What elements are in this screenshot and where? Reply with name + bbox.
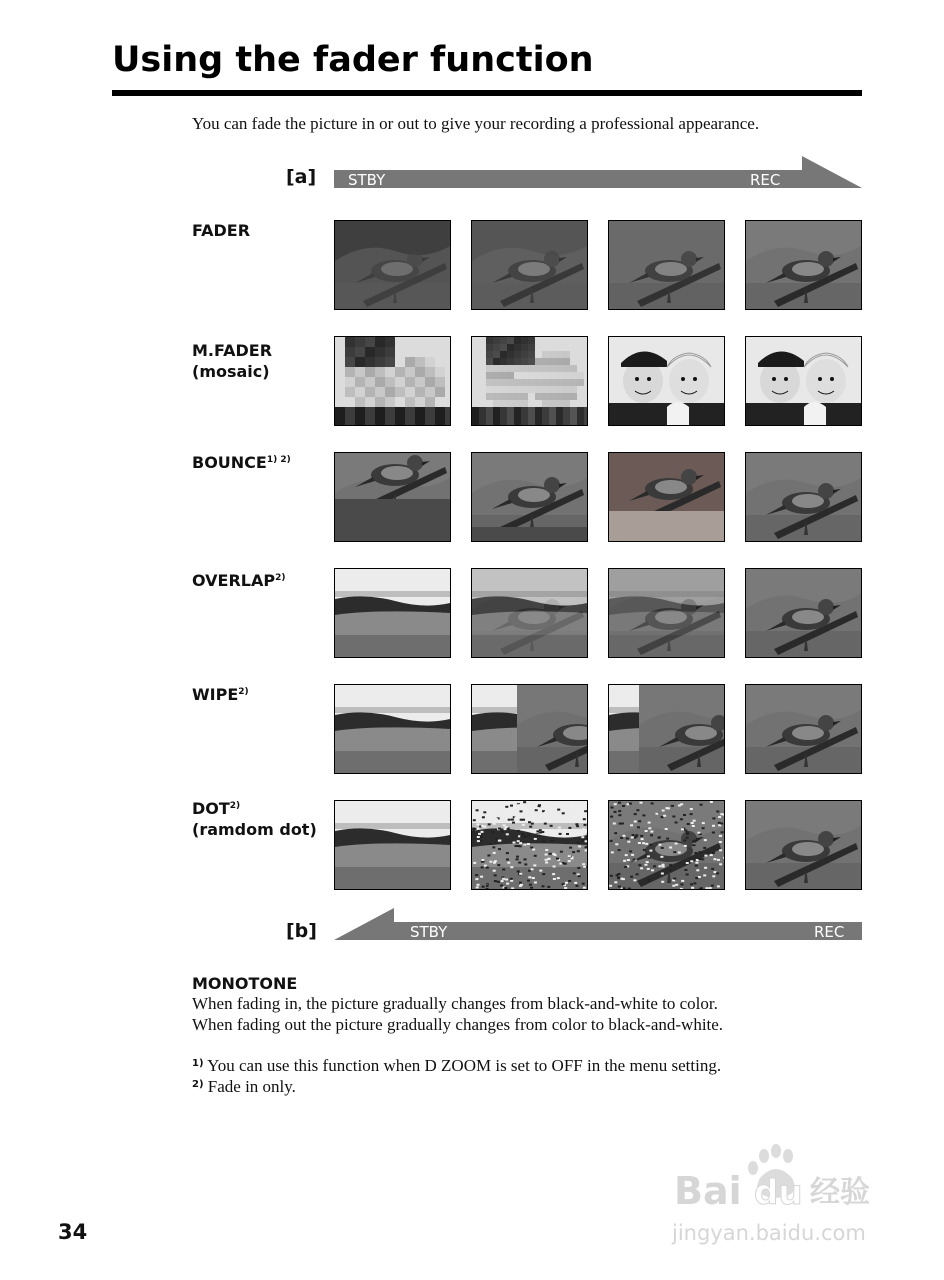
marker-b: [b] — [286, 920, 317, 942]
arrow-b-bar — [334, 908, 862, 941]
thumbnail-frame — [608, 568, 725, 658]
thumbnail-frame — [471, 800, 588, 890]
mfader-thumbs — [334, 336, 862, 426]
thumbnail-frame — [745, 684, 862, 774]
thumbnail-frame — [334, 220, 451, 310]
row-label-mfader: M.FADER (mosaic) — [192, 341, 273, 381]
watermark-brand-2: du — [754, 1173, 803, 1213]
watermark-url: jingyan.baidu.com — [672, 1221, 866, 1245]
footnote-2: $^{2)}$ Fade in only. — [192, 1077, 296, 1096]
thumbnail-frame — [334, 452, 451, 542]
baidu-logo-icon — [670, 1138, 900, 1248]
arrow-a-stby: STBY — [348, 171, 386, 189]
thumbnail-frame — [471, 220, 588, 310]
title-rule — [112, 90, 862, 96]
page-number: 34 — [58, 1220, 88, 1244]
thumbnail-frame — [745, 452, 862, 542]
intro-text: You can fade the picture in or out to give your recording a professional appearance. — [192, 114, 760, 133]
baidu-watermark — [670, 1138, 900, 1248]
row-label-dot: DOT$^{2)}$ (ramdom dot) — [192, 799, 317, 839]
monotone-heading: MONOTONE — [192, 974, 298, 993]
thumbnail-frame — [745, 220, 862, 310]
arrow-b-rec: REC — [814, 923, 845, 941]
thumbnail-frame — [745, 568, 862, 658]
bounce-thumbs — [334, 452, 862, 542]
arrow-a-rec: REC — [750, 171, 781, 189]
thumbnail-frame — [608, 336, 725, 426]
fader-thumbs — [334, 220, 862, 310]
thumbnail-frame — [334, 568, 451, 658]
footnote-1: $^{1)}$ You can use this function when D ZOOM is set to OFF in the menu setting. — [192, 1056, 722, 1075]
thumbnail-frame — [471, 568, 588, 658]
thumbnail-frame — [334, 800, 451, 890]
arrow-a-bar — [334, 156, 862, 189]
thumbnail-frame — [608, 452, 725, 542]
monotone-line-1: When fading in, the picture gradually changes from black-and-white to color. — [192, 994, 718, 1013]
thumbnail-frame — [608, 800, 725, 890]
monotone-line-2: When fading out the picture gradually changes from color to black-and-white. — [192, 1015, 724, 1034]
row-label-wipe: WIPE$^{2)}$ — [192, 685, 249, 704]
thumbnail-frame — [608, 220, 725, 310]
arrow-b-stby: STBY — [410, 923, 448, 941]
overlap-thumbs — [334, 568, 862, 658]
thumbnail-frame — [471, 452, 588, 542]
thumbnail-frame — [471, 684, 588, 774]
thumbnail-frame — [608, 684, 725, 774]
marker-a: [a] — [286, 166, 317, 188]
wipe-thumbs — [334, 684, 862, 774]
row-label-bounce: $BOUNCE^{1) 2)}$ — [192, 453, 291, 472]
row-label-fader: FADER — [192, 221, 251, 240]
watermark-cn: 经验 — [810, 1175, 870, 1210]
dot-thumbs — [334, 800, 862, 890]
page-title: Using the fader function — [112, 40, 594, 80]
watermark-brand: Bai — [674, 1169, 742, 1213]
thumbnail-frame — [334, 684, 451, 774]
row-label-overlap: OVERLAP$^{2)}$ — [192, 571, 286, 590]
thumbnail-frame — [745, 336, 862, 426]
thumbnail-frame — [471, 336, 588, 426]
thumbnail-frame — [334, 336, 451, 426]
thumbnail-frame — [745, 800, 862, 890]
